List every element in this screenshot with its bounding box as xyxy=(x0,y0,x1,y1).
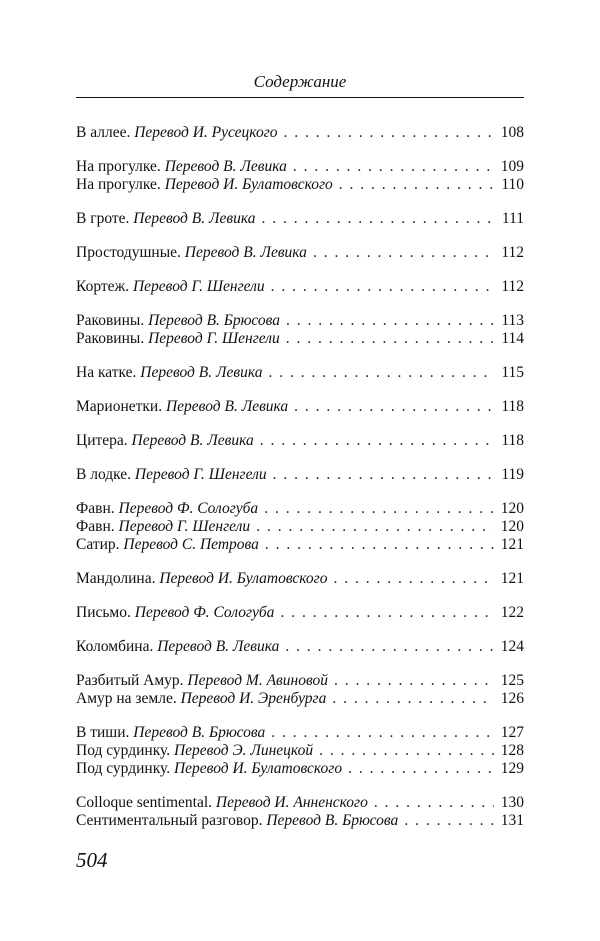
toc-group xyxy=(76,244,524,262)
toc-group xyxy=(76,570,524,588)
toc-page-number: 121 xyxy=(500,570,524,587)
toc-entry xyxy=(76,176,524,194)
toc-entry xyxy=(76,210,524,228)
poem-title: Colloque sentimental. xyxy=(76,794,213,811)
poem-title: В гроте. xyxy=(76,210,130,227)
toc-page-number: 126 xyxy=(500,690,524,707)
toc-page-number: 124 xyxy=(500,638,524,655)
dot-leader xyxy=(280,604,494,622)
poem-title: Под сурдинку. xyxy=(76,760,171,777)
toc-group xyxy=(76,432,524,450)
toc-page-number: 110 xyxy=(501,176,524,193)
toc-page-number: 121 xyxy=(500,536,524,553)
toc-group xyxy=(76,364,524,382)
toc-entry xyxy=(76,432,524,450)
dot-leader xyxy=(333,570,494,588)
toc-page-number: 114 xyxy=(501,330,524,347)
toc-group xyxy=(76,638,524,656)
poem-title: Марионетки. xyxy=(76,398,163,415)
toc-entry-title xyxy=(76,176,333,194)
toc-entry xyxy=(76,812,524,830)
toc-entry-title xyxy=(76,278,265,296)
dot-leader xyxy=(284,124,494,142)
dot-leader xyxy=(264,500,494,518)
toc-entry-title xyxy=(76,500,258,518)
running-header xyxy=(76,72,524,92)
poem-title: В лодке. xyxy=(76,466,132,483)
toc-page-number: 113 xyxy=(501,312,524,329)
toc-entry-title xyxy=(76,432,254,450)
toc-entry-title xyxy=(76,742,313,760)
toc-entry-title xyxy=(76,760,342,778)
poem-title: Под сурдинку. xyxy=(76,742,171,759)
poem-title: Простодушные. xyxy=(76,244,181,261)
dot-leader xyxy=(261,210,494,228)
translator-credit: Перевод Г. Шенгели xyxy=(148,330,280,347)
toc-page-number: 109 xyxy=(500,158,524,175)
translator-credit: Перевод И. Эренбурга xyxy=(180,690,327,707)
toc-group xyxy=(76,466,524,484)
header-rule xyxy=(76,97,524,98)
toc-page-number: 111 xyxy=(501,210,524,227)
poem-title: Мандолина. xyxy=(76,570,156,587)
toc-entry xyxy=(76,158,524,176)
toc-entry xyxy=(76,604,524,622)
toc-group xyxy=(76,124,524,142)
toc-group xyxy=(76,398,524,416)
poem-title: Разбитый Амур. xyxy=(76,672,184,689)
dot-leader xyxy=(273,466,494,484)
toc-entry-title xyxy=(76,604,274,622)
dot-leader xyxy=(265,536,494,554)
toc-entry xyxy=(76,278,524,296)
toc-page-number: 120 xyxy=(500,518,524,535)
toc-entry-title xyxy=(76,158,287,176)
translator-credit: Перевод В. Левика xyxy=(157,638,280,655)
dot-leader xyxy=(339,176,494,194)
toc-entry-title xyxy=(76,312,280,330)
toc-entry-title xyxy=(76,124,278,142)
translator-credit: Перевод М. Авиновой xyxy=(187,672,328,689)
poem-title: Фавн. xyxy=(76,500,115,517)
translator-credit: Перевод Ф. Сологуба xyxy=(118,500,259,517)
toc-entry-title xyxy=(76,536,259,554)
translator-credit: Перевод В. Левика xyxy=(140,364,263,381)
poem-title: Сентиментальный разговор. xyxy=(76,812,263,829)
poem-title: На прогулке. xyxy=(76,176,161,193)
toc-entry xyxy=(76,398,524,416)
toc-entry xyxy=(76,364,524,382)
translator-credit: Перевод Э. Линецкой xyxy=(173,742,314,759)
dot-leader xyxy=(313,244,494,262)
translator-credit: Перевод В. Брюсова xyxy=(266,812,399,829)
toc-entry-title xyxy=(76,364,262,382)
toc-entry-title xyxy=(76,518,250,536)
translator-credit: Перевод И. Анненского xyxy=(215,794,368,811)
toc-page-number: 108 xyxy=(500,124,524,141)
dot-leader xyxy=(285,638,494,656)
running-header-title: Содержание xyxy=(253,72,347,91)
toc-page-number: 127 xyxy=(500,724,524,741)
toc-page-number: 125 xyxy=(500,672,524,689)
toc-entry xyxy=(76,724,524,742)
toc-entry xyxy=(76,742,524,760)
dot-leader xyxy=(348,760,494,778)
translator-credit: Перевод В. Левика xyxy=(184,244,307,261)
toc-group xyxy=(76,500,524,554)
translator-credit: Перевод В. Брюсова xyxy=(133,724,266,741)
page-number: 504 xyxy=(76,848,108,872)
toc-entry-title xyxy=(76,690,326,708)
translator-credit: Перевод В. Брюсова xyxy=(148,312,281,329)
toc-entry xyxy=(76,466,524,484)
toc-page-number: 118 xyxy=(501,432,524,449)
dot-leader xyxy=(294,398,494,416)
translator-credit: Перевод Г. Шенгели xyxy=(118,518,251,535)
toc-page-number: 130 xyxy=(500,794,524,811)
dot-leader xyxy=(268,364,494,382)
toc-group xyxy=(76,604,524,622)
translator-credit: Перевод И. Булатовского xyxy=(159,570,328,587)
translator-credit: Перевод С. Петрова xyxy=(123,536,259,553)
toc-page-number: 129 xyxy=(500,760,524,777)
translator-credit: Перевод Г. Шенгели xyxy=(134,466,267,483)
dot-leader xyxy=(293,158,494,176)
toc-entry-title xyxy=(76,638,279,656)
toc-entry-title xyxy=(76,398,288,416)
toc-entry-title xyxy=(76,812,398,830)
toc-page-number: 115 xyxy=(501,364,524,381)
table-of-contents xyxy=(76,124,524,846)
translator-credit: Перевод И. Булатовского xyxy=(164,176,333,193)
dot-leader xyxy=(286,330,494,348)
toc-entry-title xyxy=(76,330,280,348)
toc-page-number: 118 xyxy=(501,398,524,415)
toc-group xyxy=(76,158,524,194)
poem-title: В аллее. xyxy=(76,124,131,141)
toc-group xyxy=(76,794,524,830)
toc-entry xyxy=(76,690,524,708)
toc-page-number: 128 xyxy=(500,742,524,759)
dot-leader xyxy=(260,432,494,450)
dot-leader xyxy=(334,672,494,690)
toc-group xyxy=(76,210,524,228)
toc-group xyxy=(76,312,524,348)
poem-title: Коломбина. xyxy=(76,638,154,655)
poem-title: На катке. xyxy=(76,364,137,381)
poem-title: Раковины. xyxy=(76,330,145,347)
toc-entry xyxy=(76,570,524,588)
toc-entry-title xyxy=(76,794,368,812)
toc-group xyxy=(76,278,524,296)
toc-page-number: 131 xyxy=(500,812,524,829)
toc-entry xyxy=(76,638,524,656)
toc-entry xyxy=(76,244,524,262)
toc-entry xyxy=(76,518,524,536)
toc-entry-title xyxy=(76,244,307,262)
toc-page-number: 122 xyxy=(500,604,524,621)
toc-entry xyxy=(76,672,524,690)
poem-title: Раковины. xyxy=(76,312,145,329)
dot-leader xyxy=(271,724,494,742)
dot-leader xyxy=(404,812,494,830)
dot-leader xyxy=(319,742,494,760)
translator-credit: Перевод В. Левика xyxy=(165,398,289,415)
poem-title: Цитера. xyxy=(76,432,128,449)
translator-credit: Перевод Ф. Сологуба xyxy=(134,604,275,621)
translator-credit: Перевод Г. Шенгели xyxy=(132,278,265,295)
toc-entry xyxy=(76,312,524,330)
poem-title: Письмо. xyxy=(76,604,131,621)
translator-credit: Перевод И. Булатовского xyxy=(173,760,343,777)
toc-entry xyxy=(76,500,524,518)
poem-title: На прогулке. xyxy=(76,158,161,175)
translator-credit: Перевод И. Русецкого xyxy=(134,124,278,141)
toc-page-number: 120 xyxy=(500,500,524,517)
poem-title: В тиши. xyxy=(76,724,130,741)
toc-page-number: 119 xyxy=(501,466,524,483)
translator-credit: Перевод В. Левика xyxy=(131,432,254,449)
toc-entry xyxy=(76,760,524,778)
toc-group xyxy=(76,672,524,708)
toc-group xyxy=(76,724,524,778)
translator-credit: Перевод В. Левика xyxy=(164,158,287,175)
dot-leader xyxy=(332,690,494,708)
toc-entry xyxy=(76,536,524,554)
toc-entry-title xyxy=(76,466,267,484)
toc-entry xyxy=(76,794,524,812)
poem-title: Амур на земле. xyxy=(76,690,177,707)
toc-entry xyxy=(76,124,524,142)
toc-entry-title xyxy=(76,570,327,588)
toc-page-number: 112 xyxy=(501,244,524,261)
toc-entry-title xyxy=(76,672,328,690)
poem-title: Фавн. xyxy=(76,518,115,535)
poem-title: Кортеж. xyxy=(76,278,130,295)
dot-leader xyxy=(374,794,494,812)
toc-page-number: 112 xyxy=(501,278,524,295)
toc-entry xyxy=(76,330,524,348)
dot-leader xyxy=(286,312,494,330)
toc-entry-title xyxy=(76,210,255,228)
dot-leader xyxy=(256,518,494,536)
poem-title: Сатир. xyxy=(76,536,120,553)
translator-credit: Перевод В. Левика xyxy=(133,210,256,227)
dot-leader xyxy=(271,278,494,296)
toc-entry-title xyxy=(76,724,265,742)
